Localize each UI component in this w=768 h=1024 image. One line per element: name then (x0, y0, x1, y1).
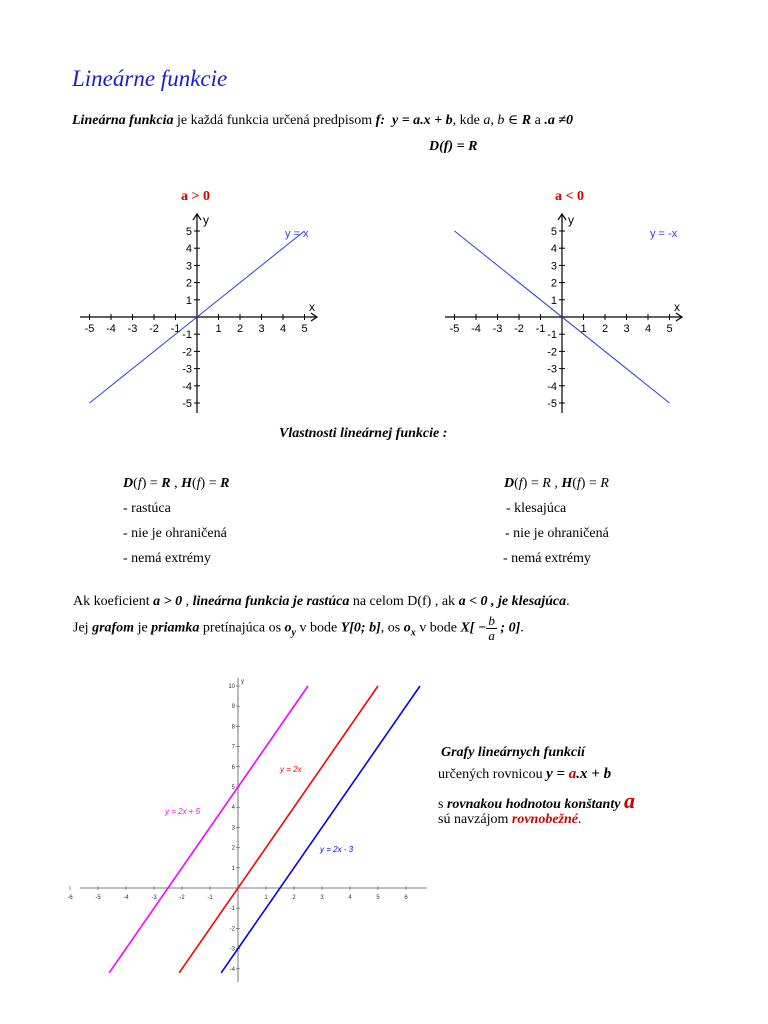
x-tick-label: -1 (170, 323, 181, 335)
y-tick-label: 5 (185, 226, 192, 238)
y-tick-label: 4 (185, 243, 192, 256)
x-tick-label: 5 (301, 323, 308, 335)
x-axis-label: x (674, 300, 680, 314)
y-tick-label: 8 (231, 724, 235, 731)
side-note-line-3: s rovnakou hodnotou konštanty a (438, 788, 635, 813)
x-tick-label: -4 (471, 323, 481, 335)
x-tick-label: 2 (292, 895, 296, 901)
x-tick-label: -3 (151, 895, 157, 901)
x-tick-label: -3 (127, 323, 138, 335)
properties-left-item: - nemá extrémy (123, 551, 211, 566)
x-tick-label: 2 (236, 323, 244, 335)
x-tick-label: 3 (320, 895, 324, 901)
properties-left-item: - nie je ohraničená (123, 526, 227, 541)
x-tick-label: 4 (348, 895, 352, 901)
y-axis-label: y (568, 213, 574, 227)
x-tick-label: -2 (514, 323, 524, 335)
properties-left-header: D(f) = R , H(f) = R (123, 476, 230, 491)
x-tick-label: 4 (644, 323, 652, 335)
definition-a-nonzero: .a ≠0 (544, 113, 573, 128)
x-tick-label: 2 (601, 323, 609, 335)
y-tick-label: -5 (547, 398, 557, 410)
properties-right-header: D(f) = R , H(f) = R (504, 476, 609, 491)
y-tick-label: 3 (231, 825, 235, 832)
y-tick-label: 2 (231, 845, 235, 852)
y-tick-label: 2 (185, 277, 192, 290)
properties-right-item: - nemá extrémy (503, 551, 591, 566)
y-tick-label: -1 (547, 329, 557, 342)
x-tick-label: -1 (535, 323, 546, 335)
definition-formula: y = a.x + b (391, 113, 453, 128)
y-tick-label: -3 (182, 363, 192, 376)
x-tick-label: -4 (106, 323, 116, 335)
y-tick-label: 1 (231, 865, 235, 872)
y-tick-label: -4 (182, 380, 192, 393)
side-note-line-2: určených rovnicou y = a.x + b (438, 766, 612, 782)
definition-text2: , kde (452, 113, 484, 128)
definition-text1: je každá funkcia určená predpisom (173, 113, 376, 128)
y-tick-label: -2 (182, 346, 192, 359)
y-tick-label: -3 (229, 946, 235, 953)
x-tick-label: 1 (580, 323, 587, 335)
x-tick-label: 3 (258, 323, 265, 335)
y-tick-label: 3 (550, 260, 557, 273)
condition-a-positive: a > 0 (181, 189, 210, 204)
condition-a-negative: a < 0 (555, 189, 584, 204)
y-tick-label: -3 (547, 363, 557, 376)
y-tick-label: -5 (182, 398, 192, 410)
definition-text3: a (531, 113, 545, 128)
series-label: y = x (285, 228, 309, 240)
summary-sentence-2: Jej grafom je priamka pretínajúca os $o_y$ v bode Y[0; b], os $o_x$ v bode X[ − $\frac{b}{a}$ ; 0]. (73, 613, 524, 643)
definition-ab: a, b (483, 113, 505, 128)
x-tick-label: -1 (207, 895, 213, 901)
definition-in: ∈ (507, 113, 519, 128)
y-tick-label: 6 (231, 764, 235, 771)
definition-line (72, 112, 573, 129)
y-tick-label: 1 (550, 294, 557, 307)
x-axis-label: x (309, 300, 315, 314)
x-tick-label: 3 (623, 323, 630, 335)
definition-f-label: f: (375, 113, 385, 128)
x-tick-label: -5 (449, 323, 460, 335)
properties-left-item: - rastúca (123, 501, 171, 516)
properties-right-item: - nie je ohraničená (505, 526, 609, 541)
y-tick-label: -2 (229, 926, 235, 933)
y-tick-label: 10 (228, 684, 235, 690)
x-tick-label: -6 (67, 895, 73, 901)
properties-right-item: - klesajúca (506, 501, 567, 516)
series-label: y = 2x - 3 (320, 845, 354, 854)
y-tick-label: -4 (229, 966, 235, 973)
chart-parallel-lines (67, 672, 435, 984)
side-note-line-1: Grafy lineárnych funkcií (441, 745, 585, 760)
domain-line: D(f) = R (429, 139, 478, 154)
x-tick-label: -5 (95, 895, 101, 901)
x-tick-label: 6 (404, 895, 408, 901)
x-tick-label: 1 (215, 323, 222, 335)
y-tick-label: 2 (550, 277, 557, 290)
x-tick-label: -2 (149, 323, 159, 335)
y-tick-label: -1 (182, 329, 192, 342)
series-label: y = 2x (280, 765, 302, 774)
y-tick-label: 4 (231, 805, 235, 812)
y-tick-label: 5 (550, 226, 557, 238)
y-axis-label: y (241, 679, 244, 685)
series-label: y = 2x + 5 (165, 807, 201, 816)
properties-title: Vlastnosti lineárnej funkcie : (279, 426, 448, 441)
y-tick-label: -4 (547, 380, 557, 393)
summary-sentence-1: Ak koeficient a > 0 , lineárna funkcia je rastúca na celom D(f) , ak a < 0 , je klesajúca. (73, 594, 570, 609)
chart-decreasing (440, 210, 690, 415)
x-tick-label: 1 (264, 895, 268, 901)
x-tick-label: 4 (279, 323, 287, 335)
x-tick-label: -3 (492, 323, 503, 335)
definition-term: Lineárna funkcia (72, 113, 174, 128)
x-tick-label: -4 (123, 895, 129, 901)
y-tick-label: 4 (550, 243, 557, 256)
definition-R: R (521, 113, 532, 128)
y-tick-label: 9 (231, 704, 235, 711)
y-tick-label: 5 (231, 785, 235, 791)
y-tick-label: 3 (185, 260, 192, 273)
fraction-b-over-a: $\frac{b}{a}$ (488, 613, 495, 643)
y-tick-label: 1 (185, 294, 192, 307)
series-label: y = -x (650, 228, 678, 240)
side-note-line-4: sú navzájom rovnobežné. (438, 812, 582, 827)
y-axis-label: y (203, 213, 209, 227)
y-tick-label: 7 (231, 744, 235, 751)
x-tick-label: 5 (376, 895, 380, 901)
y-tick-label: -1 (229, 906, 235, 913)
chart-increasing (75, 210, 325, 415)
series-line (221, 686, 420, 973)
page-title: Lineárne funkcie (72, 66, 228, 91)
x-tick-label: -2 (179, 895, 185, 901)
x-tick-label: 5 (666, 323, 673, 335)
x-tick-label: -5 (84, 323, 95, 335)
y-tick-label: -2 (547, 346, 557, 359)
